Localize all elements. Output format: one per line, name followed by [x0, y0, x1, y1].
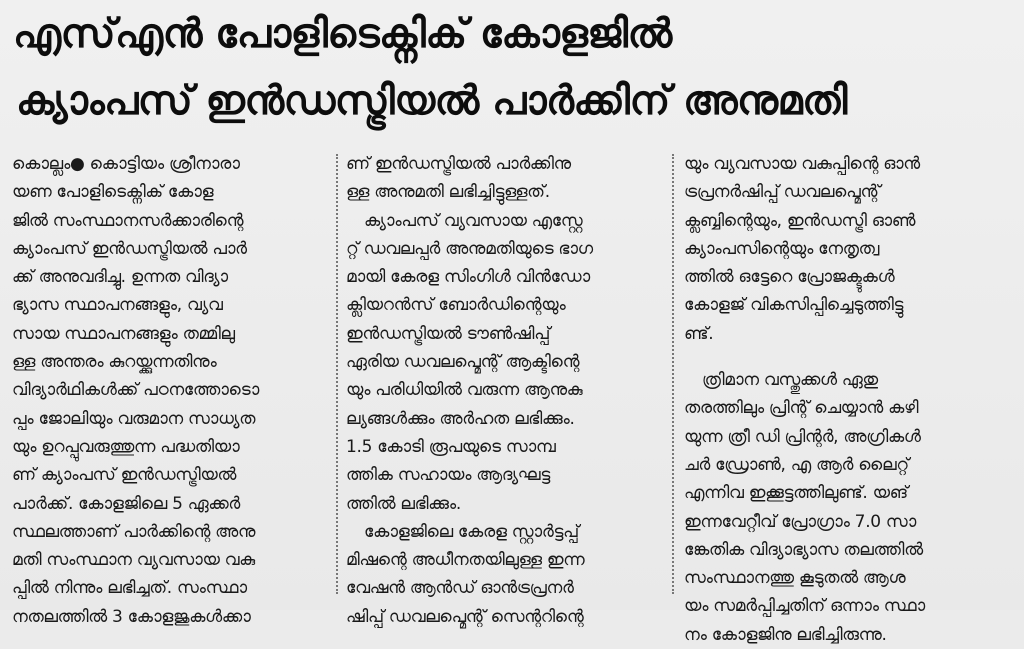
text-line: ത്രിമാന വസ്തുക്കൾ ഏതു	[702, 370, 878, 391]
text-line: കോളജിലെ കേരള സ്റ്റാർട്ടപ്പ്	[364, 521, 579, 542]
text-line: വേഷൻ ആൻഡ് ഓൻട്രപ്രനർ	[346, 578, 574, 599]
article-column-2	[346, 150, 664, 627]
text-line: ത്തിക സഹായം ആദ്യഘട്ട	[346, 465, 550, 486]
text-line: ത്തിൽ ഒട്ടേറെ പ്രോജക്ടുകൾ	[684, 267, 895, 288]
text-line: തരത്തിലും പ്രിന്റ് ചെയ്യാൻ കഴി	[684, 398, 919, 419]
text-line: ഏരിയ ഡവലപ്മെന്റ് ആക്ടിന്റെ	[346, 352, 580, 373]
text-line: ഭ്യാസ സ്ഥാപനങ്ങളും, വ്യവ	[12, 295, 223, 316]
text-line: സായ സ്ഥാപനങ്ങളും തമ്മിലു	[12, 323, 235, 344]
text-line: ണ് ക്യാംപസ് ഇൻഡസ്ട്രിയൽ	[12, 465, 237, 486]
text-line: സ്ഥലത്താണ് പാർക്കിന്റെ അനു	[12, 521, 256, 542]
text-line: യുന്ന ത്രീ ഡി പ്രിന്റർ, അഗ്രികൾ	[684, 426, 921, 447]
text-line: യും പരിധിയിൽ വരുന്ന ആനുകു	[346, 380, 583, 401]
text-line: ത്തിൽ ലഭിക്കും.	[346, 493, 461, 514]
text-line: ക്യാംപസ് ഇൻഡസ്ട്രിയൽ പാർ	[12, 238, 247, 259]
column-divider	[336, 154, 338, 594]
headline-line-2: ക്യാംപസ് ഇൻഡസ്ട്രിയൽ പാർക്കിന് അനുമതി	[16, 78, 847, 124]
text-line: ഇന്നവേറ്റീവ് പ്രോഗ്രാം 7.0 സാ	[684, 511, 917, 532]
text-line: പ്പിൽ നിന്നും ലഭിച്ചത്. സംസ്ഥാ	[12, 578, 247, 599]
text-line: മായി കേരള സിംഗിൾ വിൻഡോ	[346, 267, 590, 288]
text-line: 1.5 കോടി രൂപയുടെ സാമ്പ	[346, 436, 556, 457]
text-line: ങ്കേതിക വിദ്യാഭ്യാസ തലത്തിൽ	[684, 539, 923, 560]
text-line: കോളജ് വികസിപ്പിച്ചെടുത്തിട്ടു	[684, 295, 904, 316]
text-line: ണ്ട്.	[684, 323, 714, 344]
article-column-3	[684, 150, 1014, 645]
column-divider	[672, 154, 674, 594]
text-line: പ്പം ജോലിയും വരുമാന സാധ്യത	[12, 408, 256, 429]
text-line: ക്ലിയറൻസ് ബോർഡിന്റെയും	[346, 295, 566, 316]
text-line: ഇൻഡസ്ട്രിയൽ ടൗൺഷിപ്പ്	[346, 323, 550, 344]
text-line: യം സമർപ്പിച്ചതിന് ഒന്നാം സ്ഥാ	[684, 596, 925, 617]
text-line: ജിൽ സംസ്ഥാനസർക്കാരിന്റെ	[12, 210, 244, 231]
text-line: ഷിപ്പ് ഡവലപ്മെന്റ് സെന്ററിന്റെ	[346, 606, 584, 627]
text-line: ള്ള അനുമതി ലഭിച്ചിട്ടുള്ളത്.	[346, 182, 550, 203]
text-line: ക്യാംപസിന്റെയും നേതൃത്വ	[684, 238, 880, 259]
text-line: കൊല്ലം● കൊട്ടിയം ശ്രീനാരാ	[12, 154, 240, 174]
paragraph-gap	[684, 348, 1014, 366]
text-line: ണ് ഇൻഡസ്ട്രിയൽ പാർക്കിനു	[346, 154, 571, 174]
text-line: ക്ലബ്ബിന്റെയും, ഇൻഡസ്ട്രി ഓൺ	[684, 210, 916, 231]
text-line: റ്റ് ഡവലപ്പർ അനുമതിയുടെ ഭാഗ	[346, 238, 593, 259]
text-line: നതലത്തിൽ 3 കോളജുകൾക്കാ	[12, 606, 251, 627]
text-line: വിദ്യാർഥികൾക്ക് പഠനത്തോടൊ	[12, 380, 260, 401]
text-line: യും ഉറപ്പുവരുത്തുന്ന പദ്ധതിയാ	[12, 436, 240, 457]
text-line: ട്രപ്രനർഷിപ്പ് ഡവലപ്മെന്റ്	[684, 182, 881, 203]
headline-line-1: എസ്എൻ പോളിടെക്നിക് കോളജിൽ	[13, 11, 672, 57]
text-line: ചർ ഡ്രോൺ, എ ആർ ലൈറ്റ്	[684, 454, 909, 475]
text-line: പാർക്ക്. കോളജിലെ 5 ഏക്കർ	[12, 493, 240, 514]
text-line: എന്നിവ ഇക്കൂട്ടത്തിലുണ്ട്. യങ്	[684, 483, 908, 504]
text-line: യണ പോളിടെക്നിക് കോള	[12, 182, 214, 203]
article-column-1	[12, 150, 330, 627]
text-line: യും വ്യവസായ വകുപ്പിന്റെ ഓൻ	[684, 154, 920, 174]
text-line: ക്ക് അനുവദിച്ചു. ഉന്നത വിദ്യാ	[12, 267, 228, 288]
text-line: സംസ്ഥാനത്തു കൂടുതൽ ആശ	[684, 568, 906, 589]
text-line: ല്യങ്ങൾക്കും അർഹത ലഭിക്കും.	[346, 408, 575, 429]
text-line: നം കോളജിനു ലഭിച്ചിരുന്നു.	[684, 624, 887, 645]
text-line: മതി സംസ്ഥാന വ്യവസായ വകു	[12, 550, 255, 571]
text-line: മിഷന്റെ അധീനതയിലുള്ള ഇന്ന	[346, 550, 585, 571]
text-line: ക്യാംപസ് വ്യവസായ എസ്റ്റേ	[364, 210, 583, 231]
text-line: ള്ള അന്തരം കുറയ്ക്കുന്നതിനും	[12, 352, 217, 373]
